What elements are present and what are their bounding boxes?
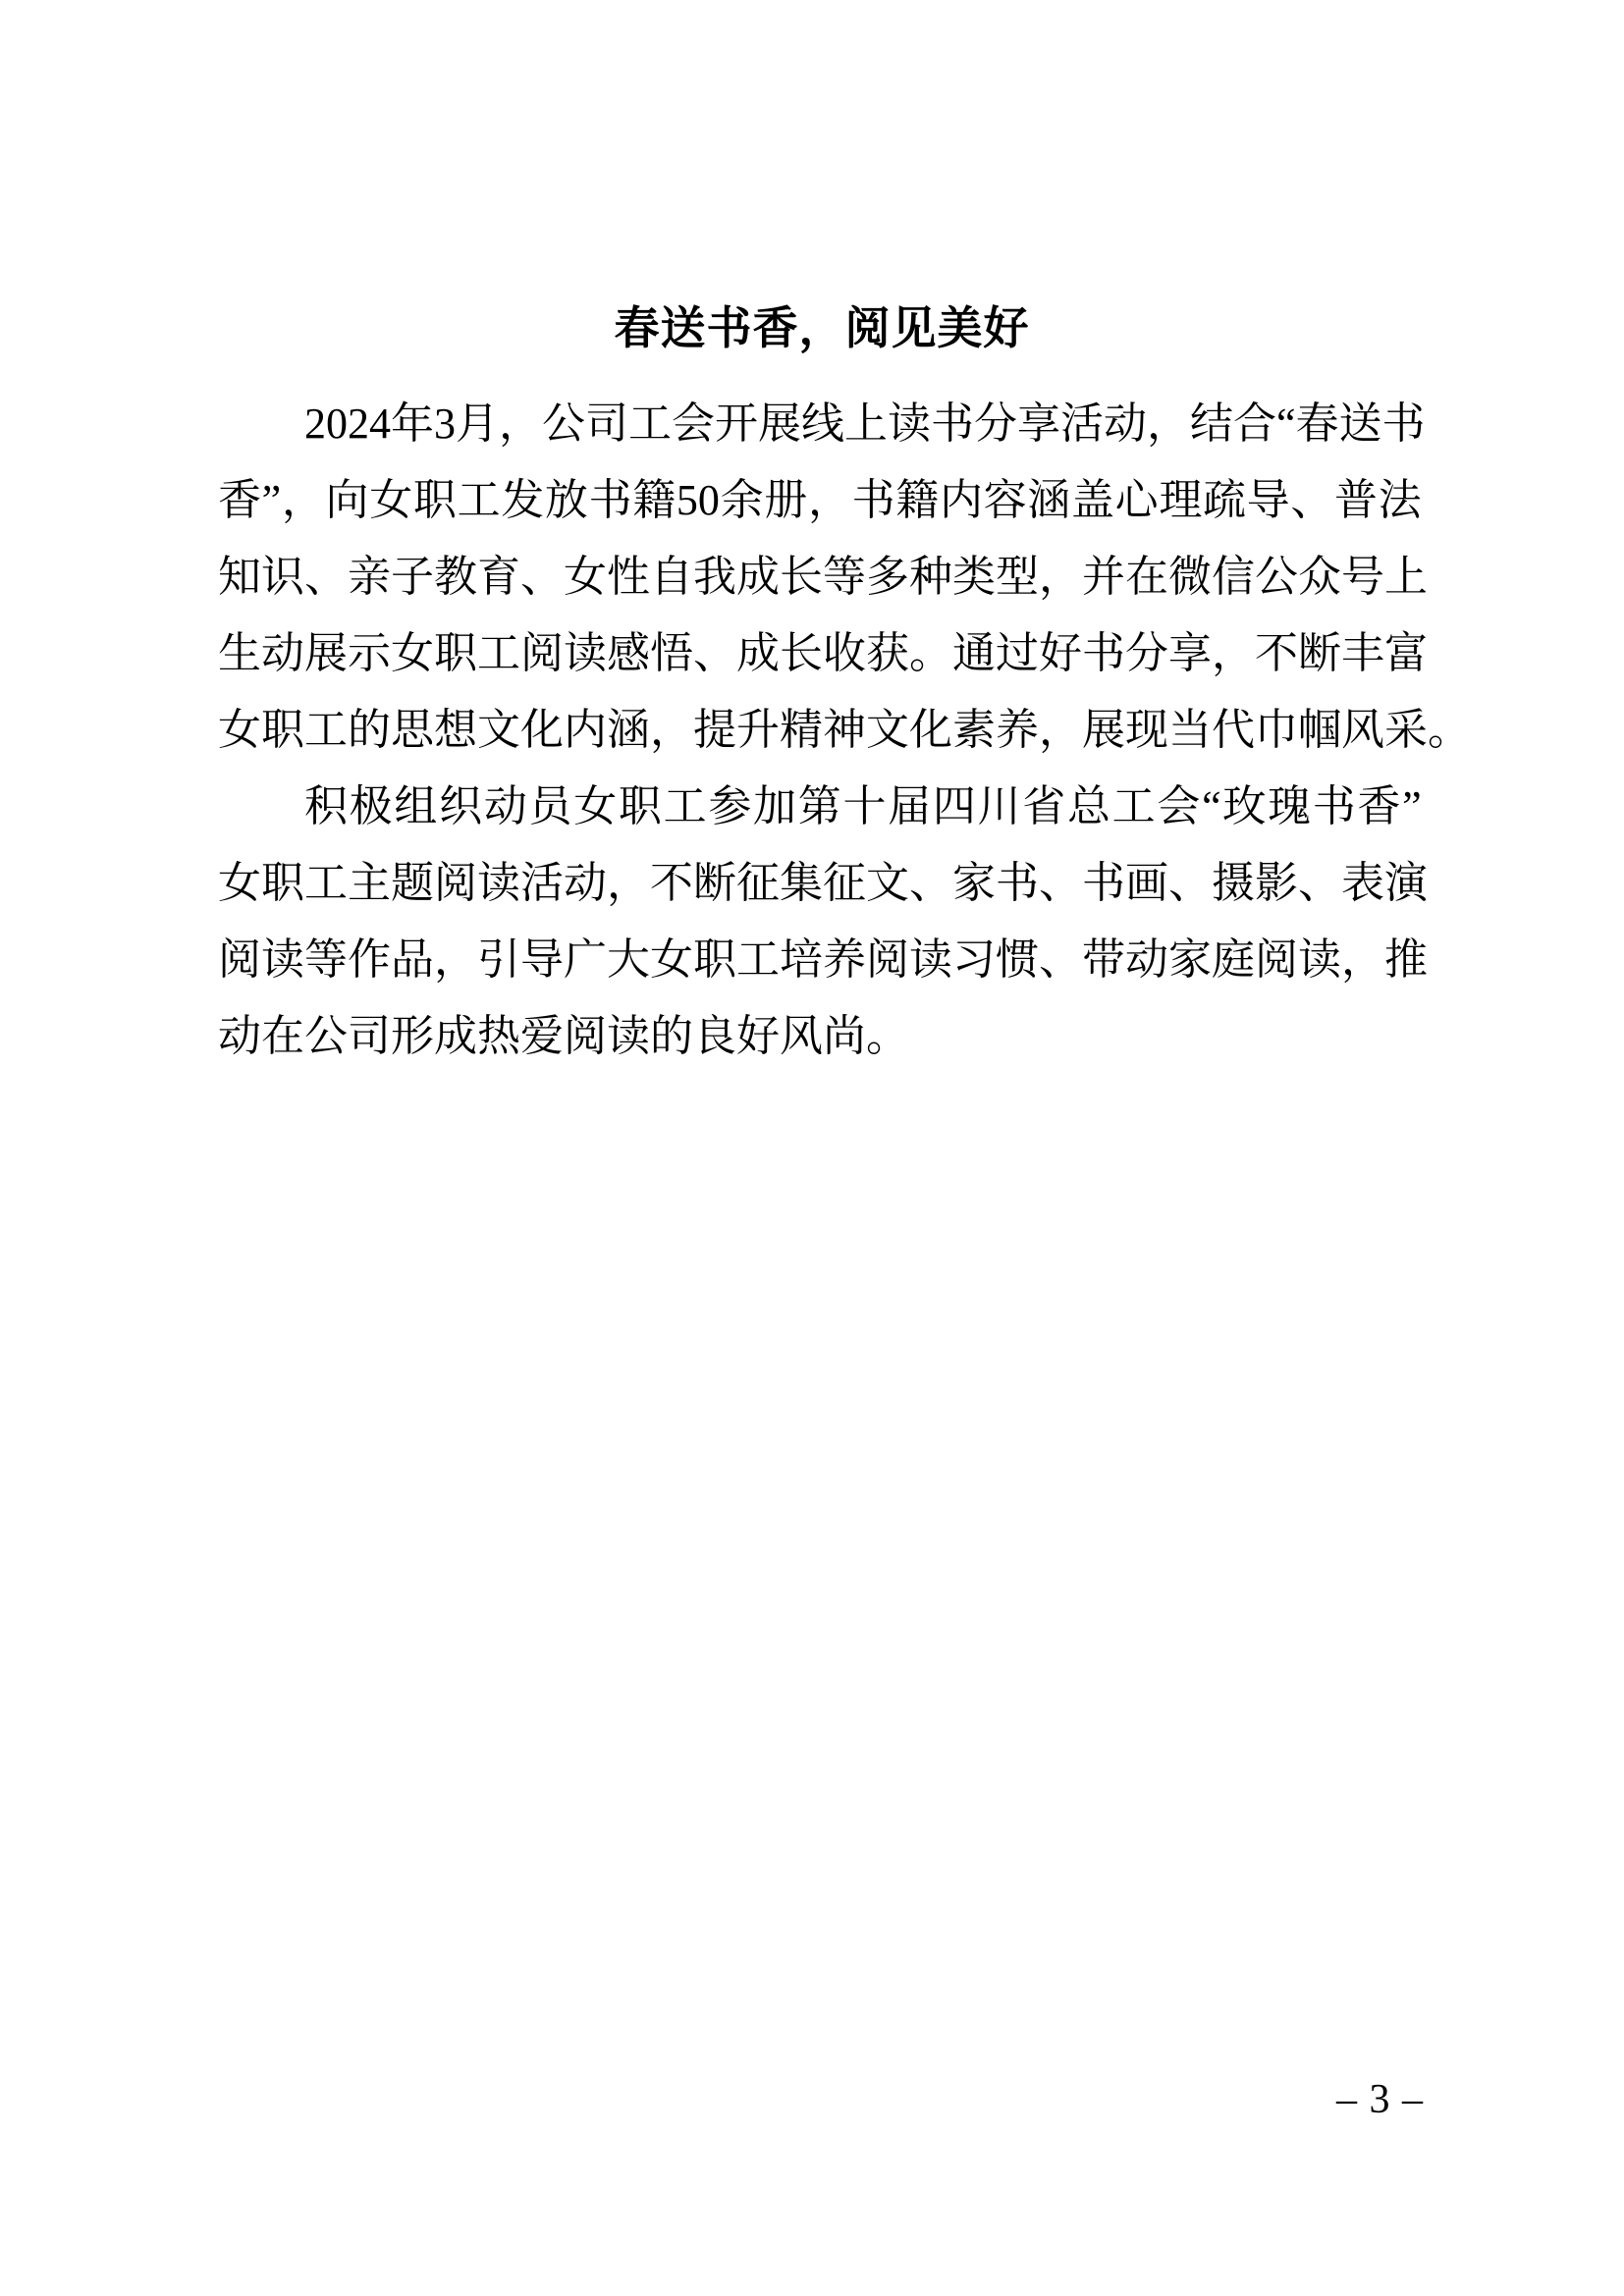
body-line-1: 2024 年 3 月 ， 公 司 工 会 开 展 线 上 读 书 分 享 活 动 ， 结 合 “ 春 送 书 <box>304 400 1426 448</box>
document-title: 春送书香，阅见美好 <box>614 303 1030 353</box>
body-line-5: 女 职 工 的 思 想 文 化 内 涵 ， 提 升 精 神 文 化 素 养 ， 展 现 当 代 巾 帼 风 采 。 <box>218 706 1471 754</box>
body-line-7: 女 职 工 主 题 阅 读 活 动 ， 不 断 征 集 征 文 、 家 书 、 书 画 、 摄 影 、 表 演 <box>218 859 1428 907</box>
body-line-4: 生 动 展 示 女 职 工 阅 读 感 悟 、 成 长 收 获 。 通 过 好 书 分 享 ， 不 断 丰 富 <box>218 629 1428 677</box>
document-body <box>218 386 1471 1075</box>
body-line-6: 积 极 组 织 动 员 女 职 工 参 加 第 十 届 四 川 省 总 工 会 “ 玫 瑰 书 香 ” <box>304 782 1422 830</box>
body-line-3: 知 识 、 亲 子 教 育 、 女 性 自 我 成 长 等 多 种 类 型 ， 并 在 微 信 公 众 号 上 <box>218 553 1428 601</box>
body-line-8: 阅 读 等 作 品 ， 引 导 广 大 女 职 工 培 养 阅 读 习 惯 、 带 动 家 庭 阅 读 ， 推 <box>218 935 1428 984</box>
body-line-9: 动在公司形成热爱阅读的良好风尚。 <box>218 1012 909 1060</box>
body-line-2: 香 ” ， 向 女 职 工 发 放 书 籍 50 余 册 ， 书 籍 内 容 涵 盖 心 理 疏 导 、 普 法 <box>218 476 1422 524</box>
page-number: – 3 – <box>1336 2077 1424 2122</box>
